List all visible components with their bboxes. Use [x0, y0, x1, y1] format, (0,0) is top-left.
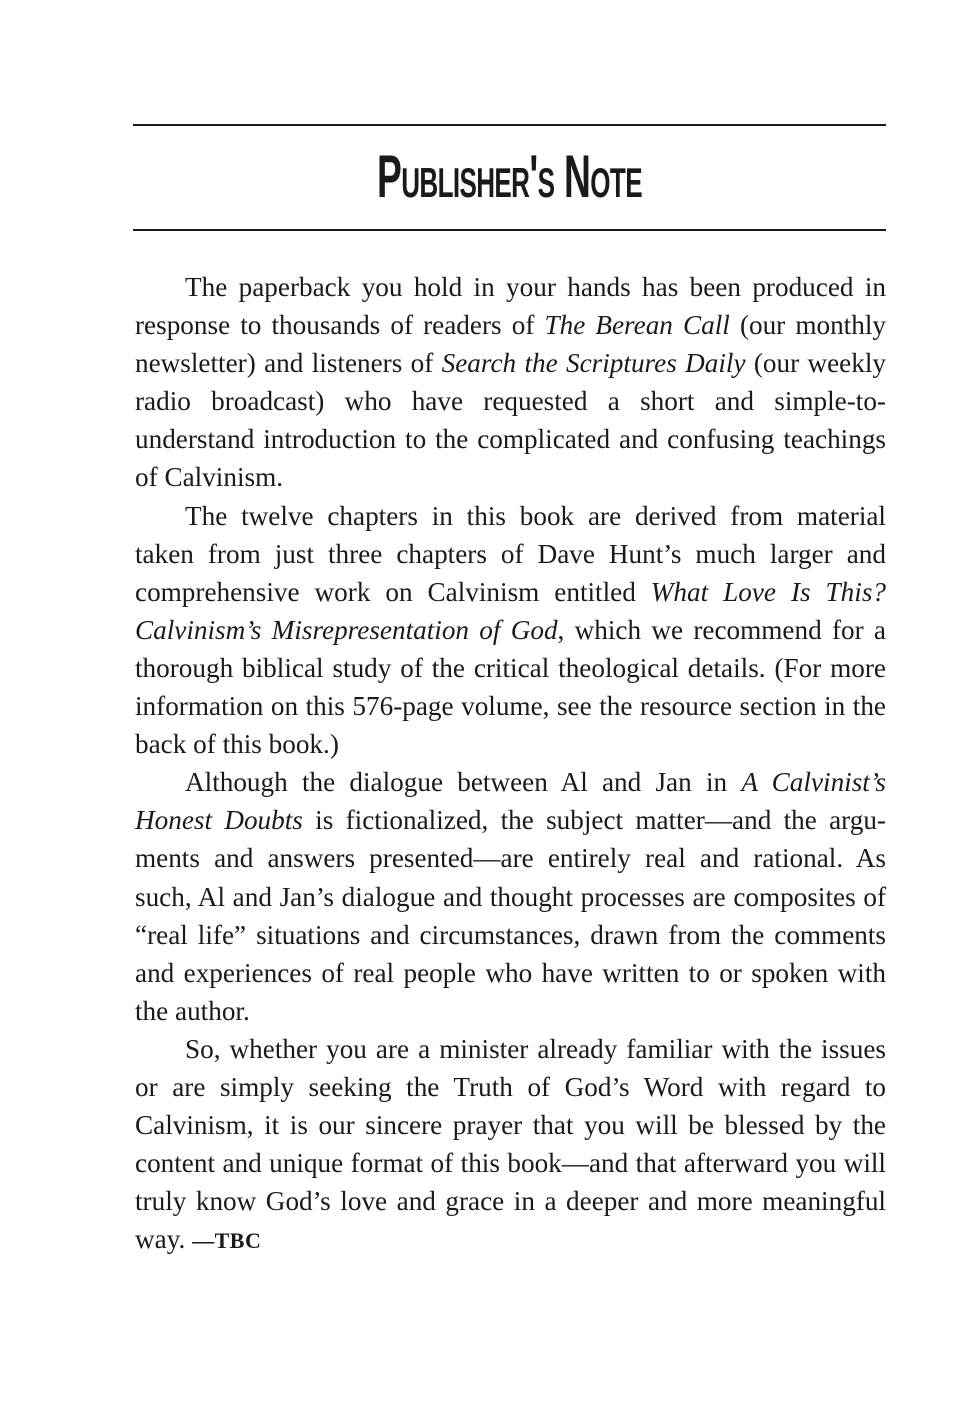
broadcast-title: Search the Scriptures Daily — [441, 348, 746, 379]
title-top-rule — [133, 124, 886, 126]
page-title: Publisher's Note — [377, 143, 642, 210]
paragraph-3 — [135, 763, 886, 1030]
text-run: , which we recommend for a thorough biblical study of the critical theological details. (For more information on this 576-page volume, see the resource section in the back of this book.) — [135, 614, 886, 760]
paragraph-2 — [135, 497, 886, 764]
text-run: So, whether you are a minister already familiar with the issues or are simply seeking the Truth of God’s Word with regard to Calvinism, it is our sincere prayer that you will be blessed by the content and unique format of this book—and that afterward you will truly know God’s love and grace in a deeper and more meaningful way. — [135, 1033, 886, 1255]
newsletter-title: The Berean Call — [544, 310, 730, 341]
body-text — [135, 268, 886, 1260]
text-run: is fictionalized, the subject matter—and the arguments and answers presented—are entirely real and rational. As such, Al and Jan’s dialogue and thought processes are composites of “real life” situations and circumstances, drawn from the comments and experiences of real people who have written to or spoken with the author. — [135, 805, 886, 1026]
text-run: Although the dialogue between Al and Jan in — [185, 767, 742, 798]
paragraph-4 — [135, 1030, 886, 1261]
text-run: The twelve chapters in this book are derived from material taken from just three chapters of Dave Hunt’s much larger and comprehensive work on Calvinism entitled — [135, 500, 886, 607]
text-run: The paperback you hold in your hands has been produced in response to thousands of readers of — [135, 272, 886, 341]
book-title: A Calvinist’s Honest Doubts — [135, 767, 886, 836]
title-bottom-rule — [133, 229, 886, 231]
text-run: (our monthly newsletter) and listeners of — [135, 310, 886, 379]
book-title: What Love Is This? Calvinism’s Misrepresentation of God — [135, 576, 886, 645]
signature: —TBC — [192, 1228, 262, 1254]
paragraph-1 — [135, 268, 886, 497]
text-run: (our weekly radio broadcast) who have requested a short and simple-to-understand introduction to the complicated and confusing teachings of Calvinism. — [135, 348, 886, 493]
